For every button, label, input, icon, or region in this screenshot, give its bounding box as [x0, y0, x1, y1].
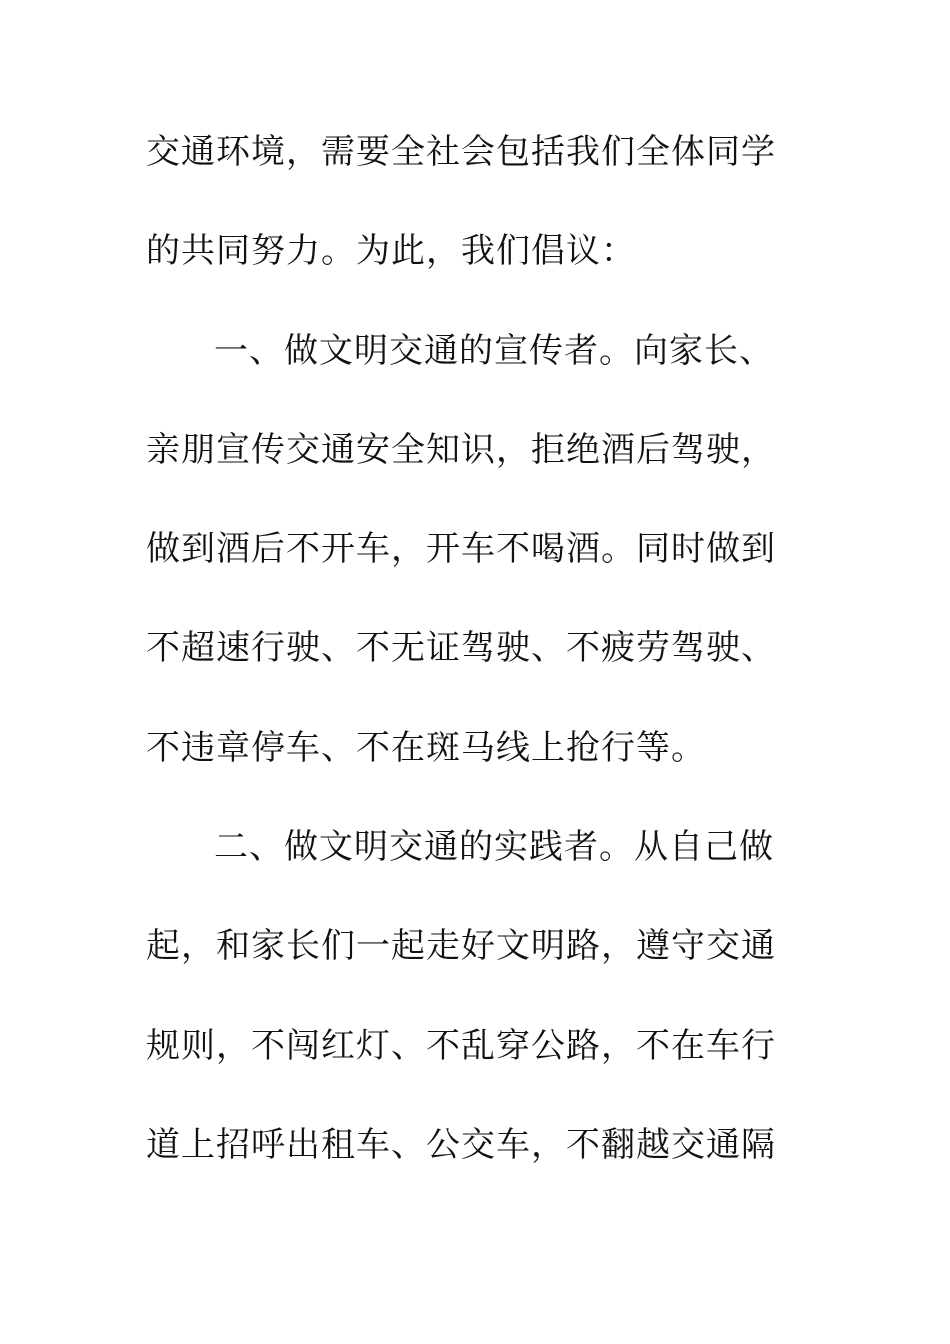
- text-line: 规则，不闯红灯、不乱穿公路，不在车行: [146, 1025, 776, 1066]
- body-text: [146, 124, 786, 1216]
- text-line: 的共同努力。为此，我们倡议：: [146, 231, 636, 272]
- text-line: 起，和家长们一起走好文明路，遵守交通: [146, 926, 776, 967]
- text-line: 交通环境，需要全社会包括我们全体同学: [146, 132, 776, 172]
- text-line: 不违章停车、不在斑马线上抢行等。: [146, 727, 706, 768]
- text-line-paragraph-start: 二、做文明交通的实践者。从自己做: [214, 827, 774, 868]
- text-line: 做到酒后不开车，开车不喝酒。同时做到: [146, 529, 776, 570]
- text-line: 道上招呼出租车、公交车，不翻越交通隔: [146, 1124, 776, 1165]
- text-line-paragraph-start: 一、做文明交通的宣传者。向家长、: [214, 330, 774, 371]
- text-line: 不超速行驶、不无证驾驶、不疲劳驾驶、: [146, 628, 776, 669]
- text-line: 亲朋宣传交通安全知识，拒绝酒后驾驶，: [146, 429, 776, 470]
